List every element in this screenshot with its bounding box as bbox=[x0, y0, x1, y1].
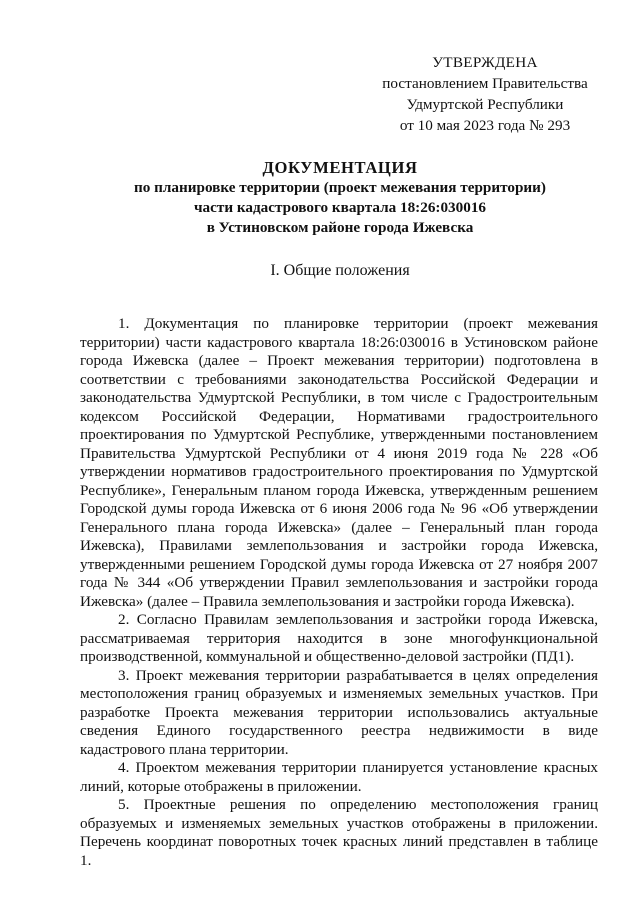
section-title: I. Общие положения bbox=[270, 262, 410, 279]
document-subtitle-3: в Устиновском районе города Ижевска bbox=[206, 219, 474, 236]
document-subtitle-2: части кадастрового квартала 18:26:030016 bbox=[193, 199, 487, 216]
approval-line-date: от 10 мая 2023 года № 293 bbox=[399, 117, 571, 134]
paragraph-4: 4. Проектом межевания территории планируется установление красных линий, которые отображены в приложении. bbox=[80, 759, 598, 795]
document-title: ДОКУМЕНТАЦИЯ bbox=[262, 158, 418, 177]
document-heading bbox=[80, 158, 600, 238]
approval-stamp bbox=[370, 52, 600, 136]
paragraph-5: 5. Проектные решения по определению местоположения границ образуемых и изменяемых земельных участков отображены в приложении. Перечень координат поворотных точек красных линий представлен в таблице 1. bbox=[80, 796, 598, 869]
approval-title: УТВЕРЖДЕНА bbox=[432, 54, 538, 71]
paragraph-1: 1. Документация по планировке территории (проект межевания территории) части кадастрового квартала 18:26:030016 в Устиновском районе города Ижевска (далее – Проект межевания территории) подготовлена в соответствии с требованиями законодательства Российской Федерации и законодательства Удмуртской Республики, в том числе с Градостроительным кодексом Российской Федерации, Нормативами градостроительного проектирования по Удмуртской Республике, утвержденными постановлением Правительства Удмуртской Республики от 4 июня 2019 года № 228 «Об утверждении нормативов градостроительного проектирования по Удмуртской Республике», Генеральным планом города Ижевска, утвержденным решением Городской думы города Ижевска от 6 июня 2006 года № 96 «Об утверждении Генерального плана города Ижевска» (далее – Генеральный план города Ижевска), Правилами землепользования и застройки города Ижевска, утвержденными решением Городской думы города Ижевска от 27 ноября 2007 года № 344 «Об утверждении Правил землепользования и застройки города Ижевска» (далее – Правила землепользования и застройки города Ижевска). bbox=[80, 315, 598, 610]
paragraph-2: 2. Согласно Правилам землепользования и застройки города Ижевска, рассматриваемая территория находится в зоне многофункциональной производственной, коммунальной и общественно-деловой застройки (ПД1). bbox=[80, 611, 598, 665]
approval-line-republic: Удмуртской Республики bbox=[406, 96, 564, 113]
document-body bbox=[80, 315, 598, 870]
document-subtitle-1: по планировке территории (проект межевания территории) bbox=[134, 179, 546, 196]
approval-line-resolution: постановлением Правительства bbox=[382, 75, 588, 92]
paragraph-3: 3. Проект межевания территории разрабатывается в целях определения местоположения границ образуемых и изменяемых земельных участков. При разработке Проекта межевания территории использовались актуальные сведения Единого государственного реестра недвижимости в виде кадастрового плана территории. bbox=[80, 666, 598, 758]
